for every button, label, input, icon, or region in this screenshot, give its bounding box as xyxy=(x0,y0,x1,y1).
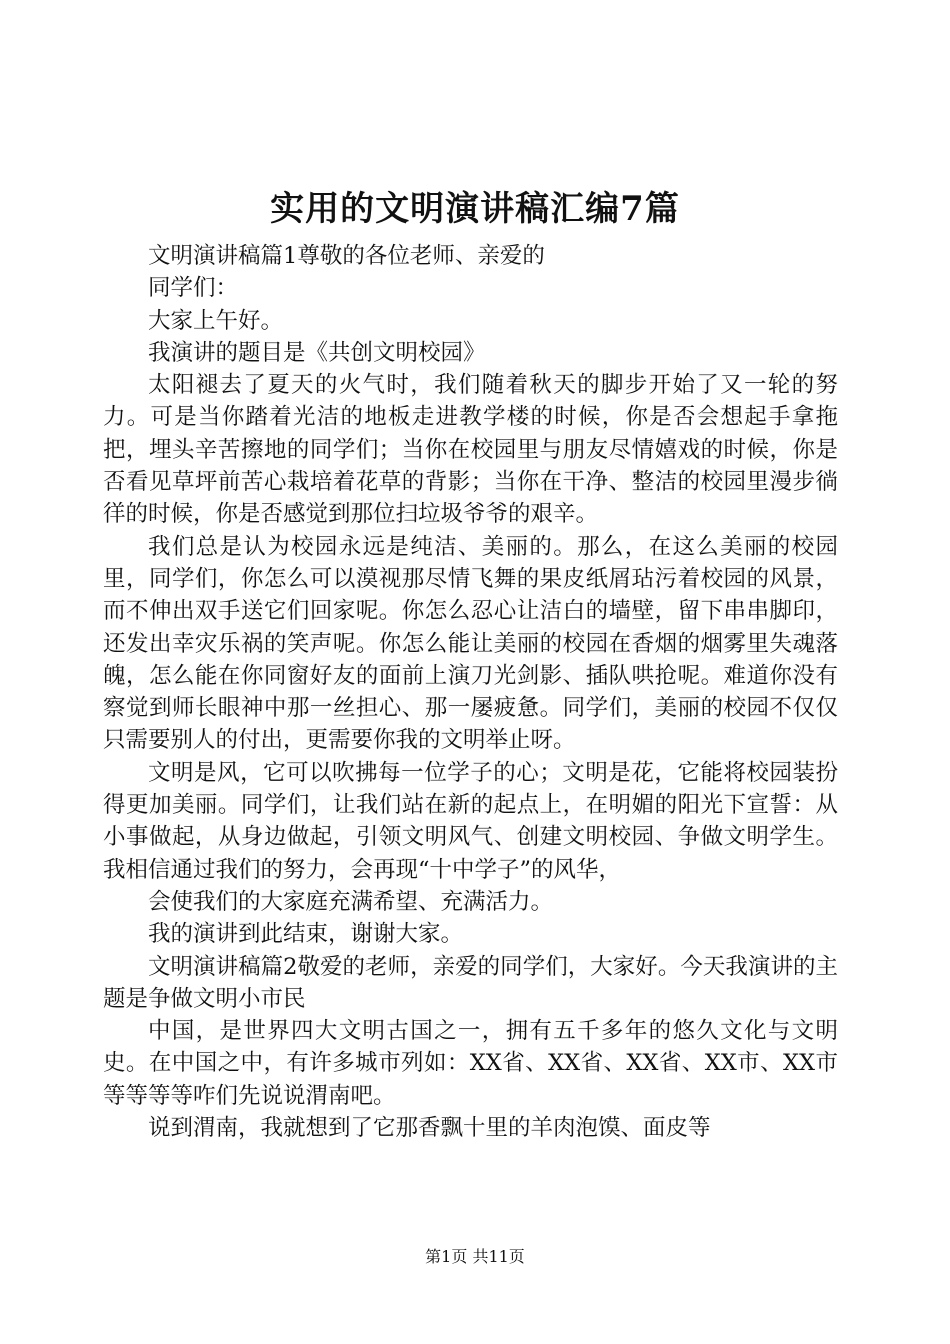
paragraph: 我的演讲到此结束，谢谢大家。 xyxy=(148,921,464,948)
paragraph: 说到渭南，我就想到了它那香飘十里的羊肉泡馍、面皮等 xyxy=(148,1115,711,1142)
paragraph: 中国，是世界四大文明古国之一，拥有五千多年的悠久文化与文明史。在中国之中，有许多城市列如：XX省、XX省、XX省、XX市、XX市等等等等咋们先说说渭南吧。 xyxy=(103,1018,838,1109)
paragraph: 我们总是认为校园永远是纯洁、美丽的。那么，在这么美丽的校园里，同学们，你怎么可以漠视那尽情飞舞的果皮纸屑玷污着校园的风景，而不伸出双手送它们回家呢。你怎么忍心让洁白的墙壁，留下串串脚印，还发出幸灾乐祸的笑声呢。你怎么能让美丽的校园在香烟的烟雾里失魂落魄，怎么能在你同窗好友的面前上演刀光剑影、插队哄抢呢。难道你没有察觉到师长眼神中那一丝担心、那一屡疲惫。同学们，美丽的校园不仅仅只需要别人的付出，更需要你我的文明举止呀。 xyxy=(103,533,838,754)
document-title: 实用的文明演讲稿汇编7篇 xyxy=(270,189,680,229)
paragraph: 文明是风，它可以吹拂每一位学子的心；文明是花，它能将校园装扮得更加美丽。同学们，让我们站在新的起点上，在明媚的阳光下宣誓：从小事做起，从身边做起，引领文明风气、创建文明校园、争做文明学生。我相信通过我们的努力，会再现“十中学子”的风华， xyxy=(103,759,838,883)
paragraph: 我演讲的题目是《共创文明校园》 xyxy=(148,339,486,366)
paragraph: 大家上午好。 xyxy=(148,307,284,334)
paragraph: 太阳褪去了夏天的火气时，我们随着秋天的脚步开始了又一轮的努力。可是当你踏着光洁的地板走进教学楼的时候，你是否会想起手拿拖把，埋头辛苦擦地的同学们；当你在校园里与朋友尽情嬉戏的时候，你是否看见草坪前苦心栽培着花草的背影；当你在干净、整洁的校园里漫步徜徉的时候，你是否感觉到那位扫垃圾爷爷的艰辛。 xyxy=(103,372,838,528)
paragraph: 文明演讲稿篇2敬爱的老师，亲爱的同学们，大家好。今天我演讲的主题是争做文明小市民 xyxy=(103,953,838,1012)
paragraph: 会使我们的大家庭充满希望、充满活力。 xyxy=(148,888,554,915)
paragraph: 文明演讲稿篇1尊敬的各位老师、亲爱的 xyxy=(148,243,545,269)
paragraph: 同学们： xyxy=(148,275,239,302)
document-body xyxy=(103,240,838,1144)
page-footer: 第1页 共11页 xyxy=(425,1247,525,1266)
